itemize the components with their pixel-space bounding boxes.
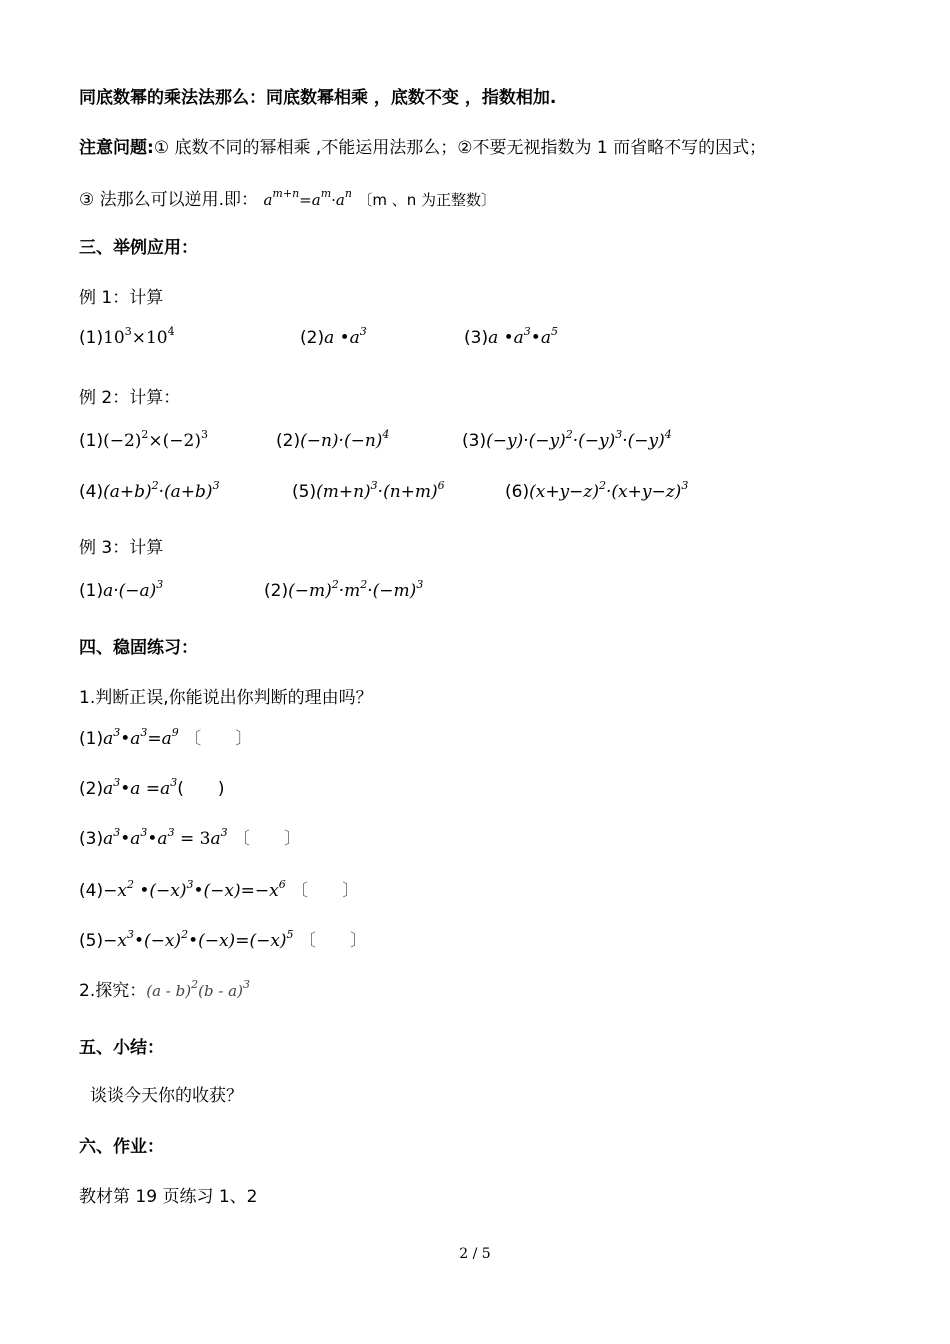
q1-item-1: $(1)a^3•a^3=a^9$ 〔 〕 xyxy=(79,726,253,749)
notes-label: 注意问题: xyxy=(79,138,154,158)
ex1-item-1: $(1)10^3\times 10^4$ xyxy=(79,325,175,348)
reverse-formula: $a^{m+n}=a^m\cdot a^n$ xyxy=(263,187,352,209)
section5-text: 谈谈今天你的收获？ xyxy=(90,1086,243,1106)
q1-item-4: $(4)-x^2$ $•(-x)^3•(-x)=-x^6$ 〔 〕 xyxy=(79,878,360,901)
q1-title: 1.判断正误,你能说出你判断的理由吗？ xyxy=(79,688,373,708)
ex2-item-4: $(4)(a+b)^2\cdot(a+b)^3$ xyxy=(79,479,220,502)
rule-statement: 同底数幂的乘法法那么：同底数幂相乘 ，底数不变 ，指数相加. xyxy=(79,88,557,108)
ex3-item-1: $(1)a\cdot(-a)^3$ xyxy=(79,578,164,601)
section6-text: 教材第 19 页练习 1、2 xyxy=(79,1187,258,1207)
section4-title: 四、稳固练习： xyxy=(79,638,198,658)
q1-item-3: $(3)a^3•a^3•a^3 = 3a^3$ 〔 〕 xyxy=(79,826,302,849)
section3-title: 三、举例应用： xyxy=(79,238,198,258)
page-number: 2 / 5 xyxy=(459,1246,491,1262)
ex1-item-3: (3)a $•a^3•a^5$ xyxy=(464,325,558,348)
ex1-item-2: (2)a $•a^3$ xyxy=(300,325,367,348)
ex3-item-2: $(2)(-m)^2\cdot m^2\cdot(-m)^3$ xyxy=(264,578,424,601)
notes-line3-prefix: ③ 法那么可以逆用.即： xyxy=(79,190,259,210)
notes-text: ① 底数不同的幂相乘 ,不能运用法那么；②不要无视指数为 1 而省略不写的因式； xyxy=(153,138,767,158)
ex2-item-3: $(3)(-y)\cdot(-y)^2\cdot(-y)^3\cdot(-y)^4$ xyxy=(462,428,672,451)
notes-line3-suffix: 〔m 、n 为正整数〕 xyxy=(357,191,497,209)
notes-line-3 xyxy=(79,189,496,211)
ex1-title: 例 1：计算 xyxy=(79,288,164,308)
ex2-item-2: $(2)(-n)\cdot(-n)^4$ xyxy=(276,428,390,451)
ex2-item-1: $(1)(-2)^2\times(-2)^3$ xyxy=(79,428,208,451)
q2-line: 2.探究：(a - b)$^2$(b - a)$^3$ xyxy=(79,978,250,1001)
q1-item-5: $(5)-x^3•(-x)^2•(-x)=(-x)^5$ 〔 〕 xyxy=(79,928,367,951)
ex2-item-5: $(5)(m+n)^3\cdot(n+m)^6$ xyxy=(292,479,445,502)
section5-title: 五、小结： xyxy=(79,1038,164,1058)
ex3-title: 例 3：计算 xyxy=(79,538,164,558)
notes-line xyxy=(79,137,766,159)
ex2-item-6: $(6)(x+y-z)^2\cdot(x+y-z)^3$ xyxy=(505,479,689,502)
section6-title: 六、作业： xyxy=(79,1137,164,1157)
q1-item-2: $(2)a^3•a =a^3$( ) xyxy=(79,776,225,799)
ex2-title: 例 2：计算： xyxy=(79,388,181,408)
